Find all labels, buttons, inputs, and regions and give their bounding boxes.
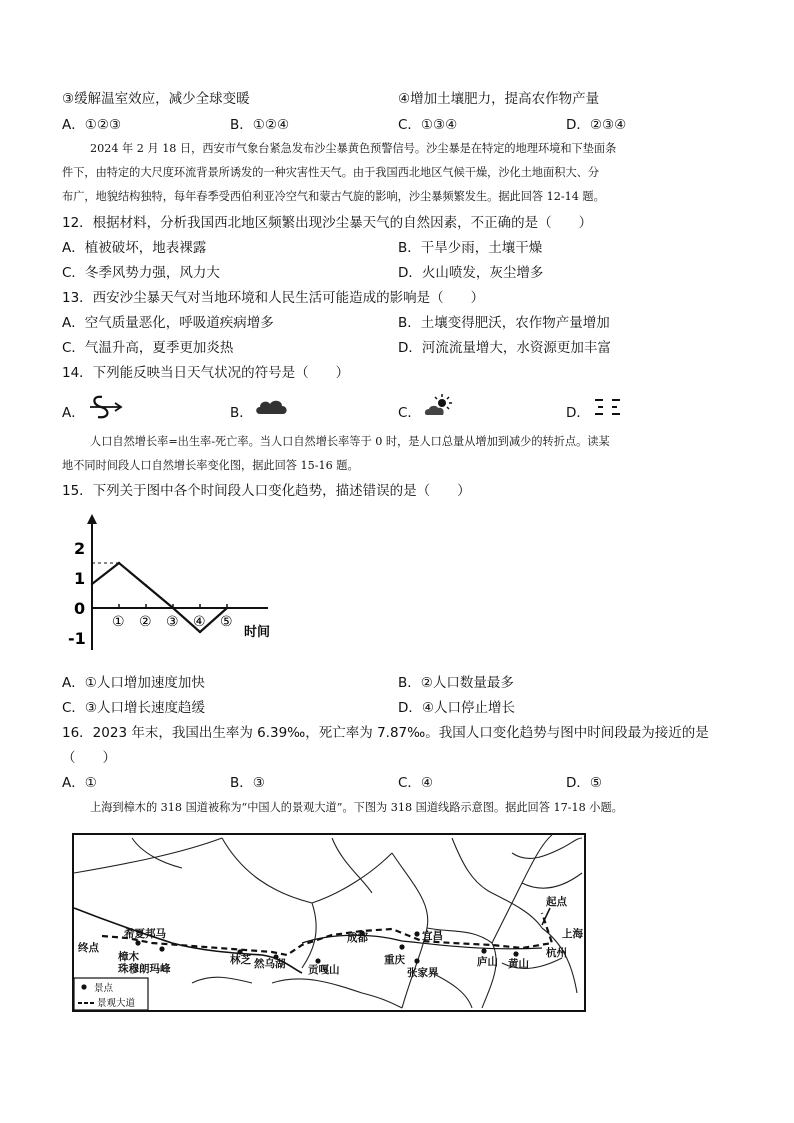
legend-road-label: 景观大道 [97,998,136,1009]
overcast-cloud-icon [254,396,290,418]
material1-line3: 布广，地貌结构独特，每年春季受西伯利亚冷空气和蒙古气旋的影响，沙尘暴频繁发生。据此回答 12-14 题。 [62,190,605,203]
q12-option-d: D．火山喷发，灰尘增多 [398,265,544,281]
label-linzhi: 林芝 [230,954,251,966]
q13-option-b: B．土壤变得肥沃，农作物产量增加 [398,315,610,331]
q13-option-d: D．河流流量增大，水资源更加丰富 [398,340,611,356]
q13-option-a: A．空气质量恶化，呼吸道疾病增多 [62,315,274,331]
option-4-text: ④增加土壤肥力，提高农作物产量 [398,91,600,107]
y-tick-label: 1 [74,569,86,588]
x-tick-label: ① [112,614,125,630]
legend-spot-label: 景点 [94,983,114,994]
choice-b: B．①②④ [230,117,290,133]
choice-a: A．①②③ [62,117,122,133]
route-318-map [72,833,586,1012]
y-axis-arrow [87,514,97,524]
q14-option-b: B． [230,405,253,421]
label-hangzhou: 杭州 [546,947,567,959]
material3-text: 上海到樟木的 318 国道被称为“中国人的景观大道”。下图为 318 国道线路示意图。据此回答 17-18 小题。 [90,801,623,814]
label-yichang: 宜昌 [422,930,443,942]
x-tick-label: ② [139,614,152,630]
label-ranwuhu: 然乌湖 [254,958,286,970]
sandstorm-symbol-icon [88,393,124,423]
material2-line2: 地不同时间段人口自然增长率变化图，据此回答 15-16 题。 [62,459,359,472]
q14-stem: 14．下列能反映当日天气状况的符号是（ ） [62,365,350,381]
label-chengdu: 成都 [347,932,368,944]
material2-line1: 人口自然增长率=出生率-死亡率。当人口自然增长率等于 0 时，是人口总量从增加到减少的转折点。读某 [90,435,610,448]
q13-stem: 13．西安沙尘暴天气对当地环境和人民生活可能造成的影响是（ ） [62,290,485,306]
q12-option-a: A．植被破坏，地表裸露 [62,240,207,256]
label-zhangmu: 樟木 [118,951,139,963]
label-gonggashan: 贡嘎山 [308,964,340,976]
y-tick-label: 2 [74,539,86,558]
x-axis-label: 时间 [244,625,271,640]
label-xixiabangma: 希夏邦马 [124,928,166,940]
material1-line1: 2024 年 2 月 18 日，西安市气象台紧急发布沙尘暴黄色预警信号。沙尘暴是在特定的地理环境和下垫面条 [90,142,617,155]
q16-option-c: C．④ [398,775,434,791]
x-tick-label: ④ [193,614,206,630]
label-everest: 珠穆朗玛峰 [118,963,171,975]
q15-option-c: C．③人口增长速度趋缓 [62,700,206,716]
q13-option-c: C．气温升高，夏季更加炎热 [62,340,234,356]
label-lushan: 庐山 [477,956,498,968]
y-tick-label: 0 [74,599,86,618]
q14-option-d: D． [566,405,590,421]
label-end: 终点 [78,942,99,954]
data-point [145,584,147,586]
label-huangshan: 黄山 [508,958,529,970]
q15-stem: 15．下列关于图中各个时间段人口变化趋势，描述错误的是（ ） [62,483,471,499]
data-point [199,631,201,633]
choice-c: C．①③④ [398,117,458,133]
q15-option-a: A．①人口增加速度加快 [62,675,205,691]
sunny-cloudy-icon [424,393,454,419]
q16-option-b: B．③ [230,775,265,791]
option-3-text: ③缓解温室效应，减少全球变暖 [62,91,250,107]
data-point [172,607,174,609]
map-frame [73,834,585,1011]
q15-option-b: B．②人口数量最多 [398,675,514,691]
q14-option-c: C． [398,405,421,421]
x-tick-label: ③ [166,614,179,630]
population-growth-chart [60,510,290,660]
choice-d: D．②③④ [566,117,627,133]
data-point [226,607,228,609]
legend-spot-icon [81,984,86,989]
haze-symbol-icon [592,396,624,418]
q12-option-c: C．冬季风势力强，风力大 [62,265,220,281]
q12-stem: 12．根据材料，分析我国西北地区频繁出现沙尘暴天气的自然因素，不正确的是（ ） [62,215,593,231]
q14-option-a: A． [62,405,85,421]
label-shanghai: 上海 [562,928,583,940]
q16-stem-line2: （ ） [62,750,116,766]
x-tick-label: ⑤ [220,614,233,630]
q16-stem-line1: 16．2023 年末，我国出生率为 6.39‰，死亡率为 7.87‰。我国人口变化趋势与图中时间段最为接近的是 [62,725,709,741]
y-tick-label: -1 [68,629,86,648]
material1-line2: 件下，由特定的大尺度环流背景所诱发的一种灾害性天气。由于我国西北地区气候干燥，沙化土地面积大、分 [62,166,600,179]
label-start: 起点 [546,896,567,908]
q12-option-b: B．干旱少雨，土壤干燥 [398,240,543,256]
q16-option-d: D．⑤ [566,775,602,791]
label-zhangjiajie: 张家界 [407,967,439,979]
data-point [91,583,93,585]
q16-option-a: A．① [62,775,97,791]
data-point [118,562,120,564]
label-chongqing: 重庆 [384,954,405,966]
q15-option-d: D．④人口停止增长 [398,700,515,716]
